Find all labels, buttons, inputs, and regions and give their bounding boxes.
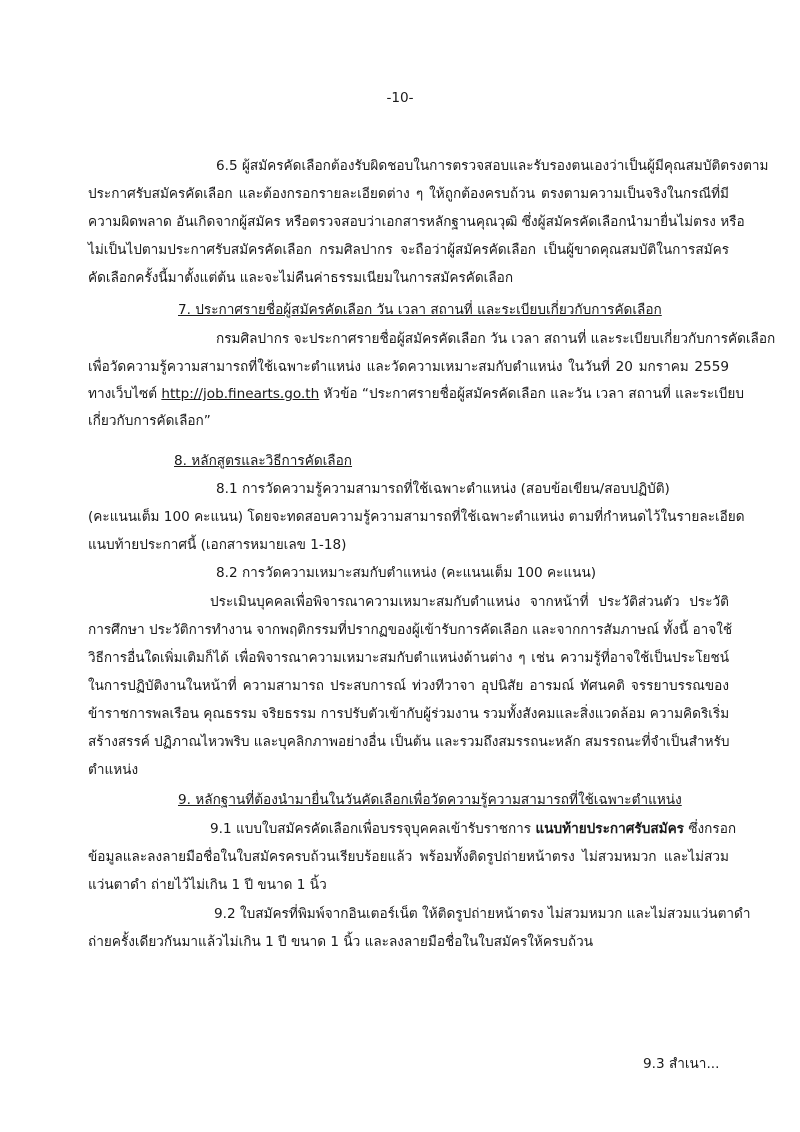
text-line: ข้าราชการพลเรือน คุณธรรม จริยธรรม การปรับตัวเข้ากับผู้ร่วมงาน รวมทั้งสังคมและสิ่งแวดล้อม ความคิดริเริ่ม — [88, 706, 730, 722]
text-line: (คะแนนเต็ม 100 คะแนน) โดยจะทดสอบความรู้ความสามารถที่ใช้เฉพาะตำแหน่ง ตามที่กำหนดไว้ในรายละเอียด — [88, 509, 745, 525]
page-number: -10- — [386, 90, 414, 106]
text-line: ตำแหน่ง — [88, 762, 139, 778]
text-line: 9.1 แบบใบสมัครคัดเลือกเพื่อบรรจุบุคคลเข้ารับราชการ แนบท้ายประกาศรับสมัคร ซึ่งกรอก — [210, 821, 737, 837]
bold-phrase: แนบท้ายประกาศรับสมัคร — [535, 821, 684, 837]
website-link[interactable]: http://job.finearts.go.th — [161, 386, 320, 402]
section-heading: 8. หลักสูตรและวิธีการคัดเลือก — [174, 453, 353, 469]
text-line: ทางเว็บไซต์ http://job.finearts.go.th หัวข้อ “ประกาศรายชื่อผู้สมัครคัดเลือก และวัน เวลา สถานที่ และระเบียบ — [88, 386, 745, 402]
text-line: 6.5 ผู้สมัครคัดเลือกต้องรับผิดชอบในการตรวจสอบและรับรองตนเองว่าเป็นผู้มีคุณสมบัติตรงตาม — [216, 158, 769, 174]
text-line: สร้างสรรค์ ปฏิภาณไหวพริบ และบุคลิกภาพอย่างอื่น เป็นต้น และรวมถึงสมรรถนะหลัก สมรรถนะที่จำเป็นสำหรับ — [88, 734, 730, 750]
section-heading: 7. ประกาศรายชื่อผู้สมัครคัดเลือก วัน เวลา สถานที่ และระเบียบเกี่ยวกับการคัดเลือก — [178, 302, 662, 318]
section-heading: 9. หลักฐานที่ต้องนำมายื่นในวันคัดเลือกเพื่อวัดความรู้ความสามารถที่ใช้เฉพาะตำแหน่ง — [178, 792, 682, 808]
text-line: เพื่อวัดความรู้ความสามารถที่ใช้เฉพาะตำแหน่ง และวัดความเหมาะสมกับตำแหน่ง ในวันที่ 20 มกราคม 2559 — [88, 359, 729, 375]
text-line: 9.2 ใบสมัครที่พิมพ์จากอินเตอร์เน็ต ให้ติดรูปถ่ายหน้าตรง ไม่สวมหมวก และไม่สวมแว่นตาดำ — [214, 906, 751, 922]
text-line: ความผิดพลาด อันเกิดจากผู้สมัคร หรือตรวจสอบว่าเอกสารหลักฐานคุณวุฒิ ซึ่งผู้สมัครคัดเลือกนำมายื่นไม่ตรง หรือ — [88, 214, 745, 230]
text-line: ข้อมูลและลงลายมือชื่อในใบสมัครครบถ้วนเรียบร้อยแล้ว พร้อมทั้งติดรูปถ่ายหน้าตรง ไม่สวมหมวก และไม่สวม — [88, 849, 729, 865]
text-line: ในการปฏิบัติงานในหน้าที่ ความสามารถ ประสบการณ์ ท่วงทีวาจา อุปนิสัย อารมณ์ ทัศนคติ จรรยาบรรณของ — [88, 678, 729, 694]
text-line: ไม่เป็นไปตามประกาศรับสมัครคัดเลือก กรมศิลปากร จะถือว่าผู้สมัครคัดเลือก เป็นผู้ขาดคุณสมบัติในการสมัคร — [88, 242, 729, 258]
text-line: แว่นตาดำ ถ่ายไว้ไม่เกิน 1 ปี ขนาด 1 นิ้ว — [88, 877, 327, 893]
continuation-footer: 9.3 สำเนา... — [643, 1056, 720, 1072]
text-line: แนบท้ายประกาศนี้ (เอกสารหมายเลข 1-18) — [88, 537, 347, 553]
text-line: คัดเลือกครั้งนี้มาตั้งแต่ต้น และจะไม่คืนค่าธรรมเนียมในการสมัครคัดเลือก — [88, 270, 514, 286]
text-line: เกี่ยวกับการคัดเลือก” — [88, 413, 211, 429]
subsection-title: 8.1 การวัดความรู้ความสามารถที่ใช้เฉพาะตำแหน่ง (สอบข้อเขียน/สอบปฏิบัติ) — [216, 481, 670, 497]
text-line: วิธีการอื่นใดเพิ่มเติมก็ได้ เพื่อพิจารณาความเหมาะสมกับตำแหน่งด้านต่าง ๆ เช่น ความรู้ที่อาจใช้เป็นประโยชน์ — [88, 650, 729, 666]
text-line: ประกาศรับสมัครคัดเลือก และต้องกรอกรายละเอียดต่าง ๆ ให้ถูกต้องครบถ้วน ตรงตามความเป็นจริงในกรณีที่มี — [88, 186, 729, 202]
text-line: ถ่ายครั้งเดียวกันมาแล้วไม่เกิน 1 ปี ขนาด 1 นิ้ว และลงลายมือชื่อในใบสมัครให้ครบถ้วน — [88, 934, 593, 950]
text-line: ประเมินบุคคลเพื่อพิจารณาความเหมาะสมกับตำแหน่ง จากหน้าที่ ประวัติส่วนตัว ประวัติ — [210, 594, 729, 610]
subsection-title: 8.2 การวัดความเหมาะสมกับตำแหน่ง (คะแนนเต็ม 100 คะแนน) — [216, 565, 597, 581]
text-line: กรมศิลปากร จะประกาศรายชื่อผู้สมัครคัดเลือก วัน เวลา สถานที่ และระเบียบเกี่ยวกับการคัดเลือก — [216, 331, 776, 347]
text-line: การศึกษา ประวัติการทำงาน จากพฤติกรรมที่ปรากฏของผู้เข้ารับการคัดเลือก และจากการสัมภาษณ์ ทั้งนี้ อาจใช้ — [88, 622, 733, 638]
